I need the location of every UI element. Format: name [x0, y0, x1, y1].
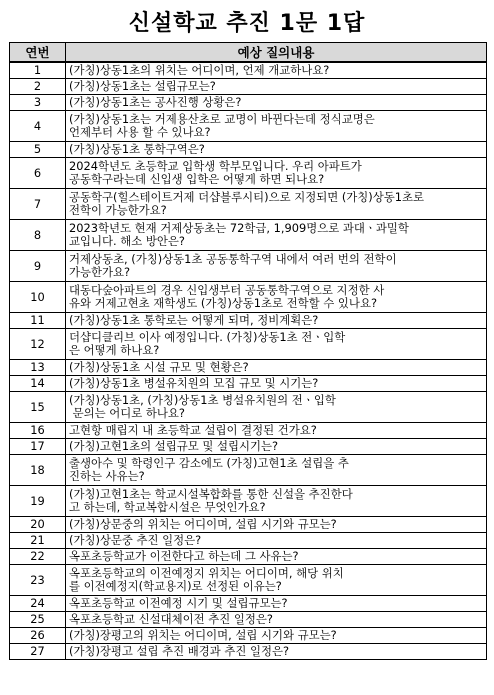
question-text: 대동다숲아파트의 경우 신입생부터 공동통학구역으로 지정한 사 유와 거제고현초 재학생도 (가칭)상동1초로 전학할 수 있나요?	[66, 282, 487, 313]
question-text: (가칭)상동1초는 거제용산초로 교명이 바뀐다는데 정식교명은 언제부터 사용 할 수 있나요?	[66, 111, 487, 142]
row-number: 13	[10, 360, 66, 376]
table-row	[10, 565, 487, 596]
table-row	[10, 111, 487, 142]
row-number: 22	[10, 549, 66, 565]
table-row	[10, 376, 487, 392]
table-row	[10, 628, 487, 644]
row-number: 14	[10, 376, 66, 392]
row-number: 26	[10, 628, 66, 644]
row-number: 21	[10, 533, 66, 549]
table-row	[10, 79, 487, 95]
row-number: 10	[10, 282, 66, 313]
table-row	[10, 596, 487, 612]
row-number: 5	[10, 142, 66, 158]
table-row	[10, 251, 487, 282]
question-text: 옥포초등학교 이전예정 시기 및 설립규모는?	[66, 596, 487, 612]
row-number: 23	[10, 565, 66, 596]
table-row	[10, 423, 487, 439]
row-number: 9	[10, 251, 66, 282]
table-row	[10, 533, 487, 549]
question-text: (가칭)장평고 설립 추진 배경과 추진 일정은?	[66, 644, 487, 660]
question-text: 거제상동초, (가칭)상동1초 공동통학구역 내에서 여러 번의 전학이 가능한가요?	[66, 251, 487, 282]
table-row	[10, 612, 487, 628]
question-text: (가칭)상동1초는 설립규모는?	[66, 79, 487, 95]
question-text: 옥포초등학교 신설대체이전 추진 일정은?	[66, 612, 487, 628]
question-text: (가칭)고현1초는 학교시설복합화를 통한 신설을 추진한다 고 하는데, 학교복합시설은 무엇인가요?	[66, 486, 487, 517]
table-row	[10, 313, 487, 329]
row-number: 19	[10, 486, 66, 517]
question-text: (가칭)상동1초 통학로는 어떻게 되며, 정비계획은?	[66, 313, 487, 329]
question-text: 출생아수 및 학령인구 감소에도 (가칭)고현1초 설립을 추 진하는 사유는?	[66, 455, 487, 486]
row-number: 17	[10, 439, 66, 455]
faq-table	[9, 42, 487, 660]
question-text: (가칭)상문중의 위치는 어디이며, 설립 시기와 규모는?	[66, 517, 487, 533]
row-number: 6	[10, 158, 66, 189]
row-number: 4	[10, 111, 66, 142]
table-row	[10, 329, 487, 360]
question-text: (가칭)장평고의 위치는 어디이며, 설립 시기와 규모는?	[66, 628, 487, 644]
question-text: (가칭)고현1초의 설립규모 및 설립시기는?	[66, 439, 487, 455]
question-text: (가칭)상동1초 시설 규모 및 현황은?	[66, 360, 487, 376]
question-text: 공동학구(힐스테이트거제 더샵블루시티)으로 지정되면 (가칭)상동1초로 전학이 가능한가요?	[66, 189, 487, 220]
table-row	[10, 220, 487, 251]
row-number: 18	[10, 455, 66, 486]
column-header-number: 연번	[10, 43, 66, 63]
question-text: (가칭)상동1초는 공사진행 상황은?	[66, 95, 487, 111]
row-number: 27	[10, 644, 66, 660]
question-text: (가칭)상동1초 병설유치원의 모집 규모 및 시기는?	[66, 376, 487, 392]
row-number: 24	[10, 596, 66, 612]
table-row	[10, 517, 487, 533]
column-header-question: 예상 질의내용	[66, 43, 487, 63]
table-row	[10, 439, 487, 455]
row-number: 25	[10, 612, 66, 628]
question-text: (가칭)상동1초, (가칭)상동1초 병설유치원의 전ㆍ입학 문의는 어디로 하나요?	[66, 392, 487, 423]
question-text: 더샵디클리브 이사 예정입니다. (가칭)상동1초 전ㆍ입학 은 어떻게 하나요?	[66, 329, 487, 360]
table-row	[10, 455, 487, 486]
table-row	[10, 644, 487, 660]
question-text: 옥포초등학교의 이전예정지 위치는 어디이며, 해당 위치 를 이전예정지(학교용지)로 선정된 이유는?	[66, 565, 487, 596]
table-row	[10, 486, 487, 517]
table-row	[10, 360, 487, 376]
row-number: 16	[10, 423, 66, 439]
row-number: 7	[10, 189, 66, 220]
question-text: (가칭)상동1초의 위치는 어디이며, 언제 개교하나요?	[66, 62, 487, 79]
table-row	[10, 95, 487, 111]
question-text: 2024학년도 초등학교 입학생 학부모입니다. 우리 아파트가 공동학구라는데 신입생 입학은 어떻게 하면 되나요?	[66, 158, 487, 189]
page-title: 신설학교 추진 1문 1답	[128, 11, 366, 36]
question-text: (가칭)상동1초 통학구역은?	[66, 142, 487, 158]
row-number: 12	[10, 329, 66, 360]
row-number: 3	[10, 95, 66, 111]
question-text: 고현항 매립지 내 초등학교 설립이 결정된 건가요?	[66, 423, 487, 439]
row-number: 8	[10, 220, 66, 251]
row-number: 20	[10, 517, 66, 533]
table-row	[10, 392, 487, 423]
table-header-row	[10, 43, 487, 63]
table-row	[10, 158, 487, 189]
question-text: 옥포초등학교가 이전한다고 하는데 그 사유는?	[66, 549, 487, 565]
question-text: 2023학년도 현재 거제상동초는 72학급, 1,909명으로 과대ㆍ과밀학 교입니다. 해소 방안은?	[66, 220, 487, 251]
row-number: 11	[10, 313, 66, 329]
row-number: 15	[10, 392, 66, 423]
table-row	[10, 142, 487, 158]
row-number: 2	[10, 79, 66, 95]
table-row	[10, 282, 487, 313]
table-row	[10, 189, 487, 220]
question-text: (가칭)상문중 추진 일정은?	[66, 533, 487, 549]
table-row	[10, 549, 487, 565]
row-number: 1	[10, 62, 66, 79]
table-row	[10, 62, 487, 79]
